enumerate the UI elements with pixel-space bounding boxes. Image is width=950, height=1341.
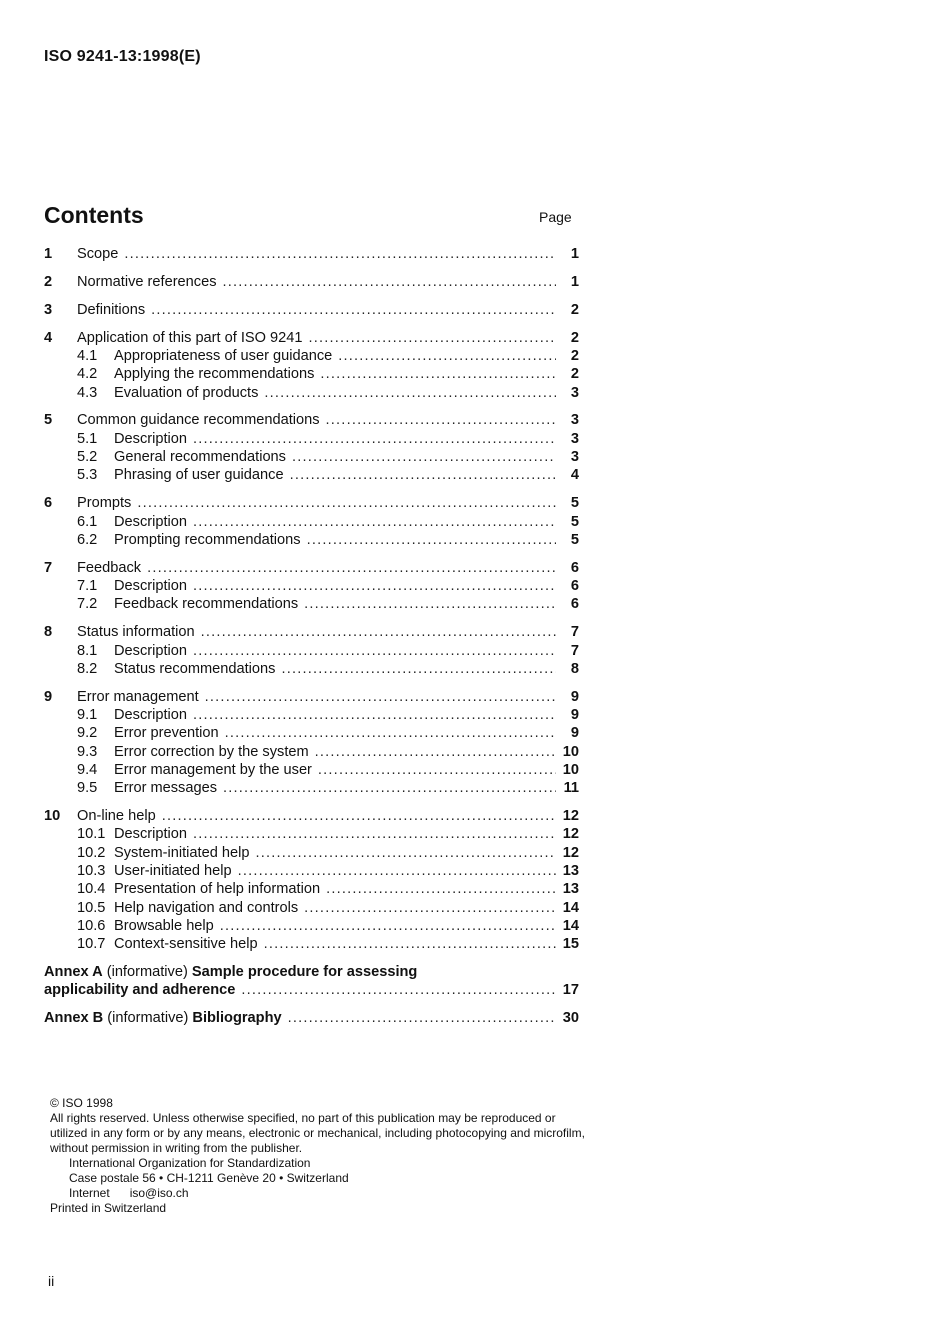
toc-subentry[interactable] [44,845,579,863]
toc-subentry-number: 10.7 [77,936,106,953]
toc-entry-title: Status information [77,624,195,641]
annex-a-title-line1: Sample procedure for assessing [191,964,418,981]
toc-subentry-number: 4.1 [77,347,98,364]
toc-subentry-page: 3 [570,384,579,401]
toc-subentry-number: 10.4 [77,881,106,898]
toc-subentry-number: 8.2 [77,660,98,677]
page-number: ii [48,1273,55,1289]
toc-subentry[interactable] [44,643,579,661]
toc-subentry-page: 9 [570,725,579,742]
toc-entry[interactable] [44,808,579,826]
toc-subentry-title: Context-sensitive help [114,936,258,953]
toc-subentry-page: 13 [562,862,579,879]
toc-subentry-number: 10.3 [77,862,106,879]
toc-subentry-title: System-initiated help [114,844,250,861]
toc-subentry-title: User-initiated help [114,862,232,879]
toc-entry-page: 1 [570,273,579,290]
dot-leader [326,412,556,428]
toc-entry[interactable] [44,302,579,320]
toc-subentry[interactable] [44,725,579,743]
toc-entry[interactable] [44,495,579,513]
copyright-line: © ISO 1998 [50,1096,113,1110]
dot-leader [255,845,556,861]
toc-subentry-page: 4 [570,467,579,484]
toc-subentry-number: 7.2 [77,596,98,613]
dot-leader [238,863,556,879]
toc-subentry-page: 6 [570,596,579,613]
toc-entry-number: 1 [44,246,53,262]
toc-subentry-page: 3 [570,449,579,466]
toc-entry-number: 10 [44,808,61,825]
toc-subentry[interactable] [44,578,579,596]
toc-subentry-page: 7 [570,642,579,659]
toc-entry-page: 2 [570,329,579,346]
dot-leader [205,689,556,705]
toc-subentry-number: 6.1 [77,513,98,530]
toc-subentry-page: 2 [570,366,579,383]
dot-leader [309,330,556,346]
toc-subentry-number: 5.2 [77,449,98,466]
toc-entry[interactable] [44,624,579,642]
table-of-contents [44,246,579,1029]
toc-subentry[interactable] [44,863,579,881]
toc-subentry-number: 9.3 [77,743,98,760]
toc-entry-number: 3 [44,301,53,318]
toc-section-2 [44,274,579,292]
dot-leader [290,467,556,483]
dot-leader [147,560,556,576]
toc-entry-page: 3 [570,412,579,429]
toc-subentry[interactable] [44,385,579,403]
toc-section-5 [44,412,579,485]
toc-subentry-number: 9.1 [77,706,98,723]
annex-a-line-2 [44,982,579,1000]
toc-entry-title: Feedback [77,559,142,576]
toc-entry-title: On-line help [77,808,156,825]
toc-entry-page: 7 [570,624,579,641]
dot-leader [315,744,556,760]
dot-leader [223,780,556,796]
toc-subentry-page: 14 [562,917,579,934]
postal-address: Case postale 56 • CH-1211 Genève 20 • Switzerland [69,1171,349,1185]
toc-subentry-title: Error management by the user [114,761,312,778]
toc-subentry-title: Browsable help [114,917,214,934]
dot-leader [225,725,556,741]
dot-leader [304,900,556,916]
toc-entry[interactable] [44,689,579,707]
toc-subentry-page: 10 [562,761,579,778]
dot-leader [292,449,556,465]
toc-entry-page: 9 [570,688,579,705]
dot-leader [320,366,556,382]
toc-subentry-title: Prompting recommendations [114,531,301,548]
toc-subentry-title: Evaluation of products [114,384,259,401]
toc-subentry-title: Phrasing of user guidance [114,467,284,484]
contents-heading: Contents [44,202,144,228]
toc-subentry-number: 9.2 [77,725,98,742]
toc-entry-title: Error management [77,688,199,705]
toc-subentry-number: 8.1 [77,642,98,659]
annex-a-kind: (informative) [106,964,188,981]
dot-leader [288,1010,556,1026]
toc-subentry[interactable] [44,596,579,614]
toc-subentry-title: Description [114,706,187,723]
toc-entry-number: 9 [44,688,53,705]
dot-leader [307,532,556,548]
toc-subentry-number: 10.6 [77,917,106,934]
toc-subentry-number: 6.2 [77,531,98,548]
internet-address: Internet iso@iso.ch [69,1186,189,1200]
toc-subentry[interactable] [44,661,579,679]
dot-leader [193,431,556,447]
toc-entry[interactable] [44,560,579,578]
toc-entry[interactable] [44,246,579,264]
toc-subentry-title: Help navigation and controls [114,899,299,916]
toc-subentry-title: Description [114,513,187,530]
toc-entry-number: 2 [44,273,53,290]
toc-entry-page: 1 [570,246,579,262]
dot-leader [193,826,556,842]
toc-entry-title: Application of this part of ISO 9241 [77,329,303,346]
toc-entry-title: Scope [77,246,119,262]
toc-section-1 [44,246,579,264]
toc-entry-number: 7 [44,559,53,576]
dot-leader [151,302,556,318]
toc-subentry-number: 5.3 [77,467,98,484]
toc-subentry[interactable] [44,881,579,899]
toc-subentry[interactable] [44,366,579,384]
toc-entry-title: Common guidance recommendations [77,412,320,429]
toc-subentry-number: 10.5 [77,899,106,916]
annex-a-page: 17 [562,982,579,999]
dot-leader [193,578,556,594]
dot-leader [281,661,556,677]
toc-annex-b[interactable] [44,1010,579,1028]
toc-subentry-number: 10.2 [77,844,106,861]
toc-entry-title: Prompts [77,495,132,512]
copyright-block [50,1096,590,1216]
organization-name: International Organization for Standardization [69,1156,311,1170]
rights-statement: All rights reserved. Unless otherwise specified, no part of this publication may be reproduced or utilized in any form or by any means, electronic or mechanical, including photocopying and microfilm, without permission in writing from the publisher. [50,1111,585,1155]
toc-subentry[interactable] [44,707,579,725]
toc-entry-number: 8 [44,624,53,641]
toc-subentry-title: Applying the recommendations [114,366,315,383]
toc-subentry-number: 10.1 [77,826,106,843]
dot-leader [124,246,556,262]
toc-entry[interactable] [44,274,579,292]
annex-b-kind: (informative) [107,1010,189,1027]
toc-subentry-page: 12 [562,826,579,843]
toc-subentry[interactable] [44,514,579,532]
toc-subentry-page: 11 [563,780,579,797]
toc-subentry-page: 3 [570,430,579,447]
toc-section-4 [44,330,579,403]
toc-subentry-number: 5.1 [77,430,98,447]
toc-subentry-title: Presentation of help information [114,881,321,898]
toc-subentry-page: 12 [562,844,579,861]
toc-entry-number: 6 [44,495,53,512]
dot-leader [338,348,556,364]
annex-a-title-line2: applicability and adherence [44,982,236,999]
toc-subentry-page: 2 [570,347,579,364]
toc-subentry-title: Description [114,578,187,595]
toc-subentry[interactable] [44,936,579,954]
toc-section-9 [44,689,579,799]
dot-leader [264,385,556,401]
document-id-header: ISO 9241-13:1998(E) [44,48,201,65]
toc-subentry-page: 5 [570,531,579,548]
dot-leader [241,982,556,998]
toc-entry-page: 5 [570,495,579,512]
toc-subentry-number: 7.1 [77,578,98,595]
toc-subentry-number: 4.2 [77,366,98,383]
toc-section-6 [44,495,579,550]
toc-subentry-number: 9.4 [77,761,98,778]
toc-subentry-page: 5 [570,513,579,530]
toc-subentry[interactable] [44,900,579,918]
toc-entry-number: 4 [44,329,53,346]
toc-subentry[interactable] [44,449,579,467]
toc-entry-title: Definitions [77,301,146,318]
toc-subentry-title: Error messages [114,780,217,797]
toc-subentry[interactable] [44,744,579,762]
dot-leader [264,936,556,952]
dot-leader [193,707,556,723]
annex-a-label: Annex A [44,964,103,981]
toc-subentry[interactable] [44,918,579,936]
annex-b-page: 30 [562,1010,579,1027]
toc-subentry-title: Appropriateness of user guidance [114,347,333,364]
printed-in: Printed in Switzerland [50,1201,167,1215]
dot-leader [220,918,556,934]
toc-subentry-title: Description [114,430,187,447]
toc-subentry[interactable] [44,467,579,485]
toc-section-3 [44,302,579,320]
dot-leader [193,514,556,530]
toc-entry[interactable] [44,330,579,348]
toc-subentry[interactable] [44,780,579,798]
page-column-label: Page [539,209,572,225]
annex-b-title: Bibliography [192,1010,282,1027]
toc-annex-a[interactable] [44,964,579,1001]
toc-subentry-title: Status recommendations [114,660,276,677]
dot-leader [304,596,556,612]
toc-subentry-page: 13 [562,881,579,898]
toc-subentry-page: 9 [570,706,579,723]
annex-b-label: Annex B [44,1010,104,1027]
toc-subentry-title: Feedback recommendations [114,596,299,613]
toc-entry[interactable] [44,412,579,430]
toc-subentry[interactable] [44,532,579,550]
toc-subentry-title: General recommendations [114,449,286,466]
dot-leader [137,495,556,511]
toc-entry-page: 12 [562,808,579,825]
toc-subentry[interactable] [44,762,579,780]
toc-entry-page: 6 [570,559,579,576]
dot-leader [162,808,556,824]
dot-leader [326,881,556,897]
toc-subentry-page: 15 [562,936,579,953]
toc-subentry[interactable] [44,826,579,844]
toc-entry-title: Normative references [77,273,217,290]
toc-subentry-page: 14 [562,899,579,916]
toc-subentry-page: 8 [570,660,579,677]
toc-subentry-page: 10 [562,743,579,760]
toc-subentry-title: Description [114,826,187,843]
toc-sections [44,246,579,954]
toc-subentry[interactable] [44,348,579,366]
toc-subentry-number: 4.3 [77,384,98,401]
dot-leader [223,274,556,290]
toc-section-7 [44,560,579,615]
dot-leader [193,643,556,659]
dot-leader [318,762,556,778]
toc-section-10 [44,808,579,954]
toc-subentry[interactable] [44,431,579,449]
annex-b-line [44,1010,579,1028]
toc-subentry-number: 9.5 [77,780,98,797]
dot-leader [201,624,556,640]
toc-subentry-title: Description [114,642,187,659]
toc-section-8 [44,624,579,679]
toc-subentry-title: Error prevention [114,725,219,742]
toc-subentry-page: 6 [570,578,579,595]
toc-entry-page: 2 [570,301,579,318]
toc-entry-number: 5 [44,412,53,429]
toc-subentry-title: Error correction by the system [114,743,309,760]
annex-a-line-1 [44,964,579,982]
